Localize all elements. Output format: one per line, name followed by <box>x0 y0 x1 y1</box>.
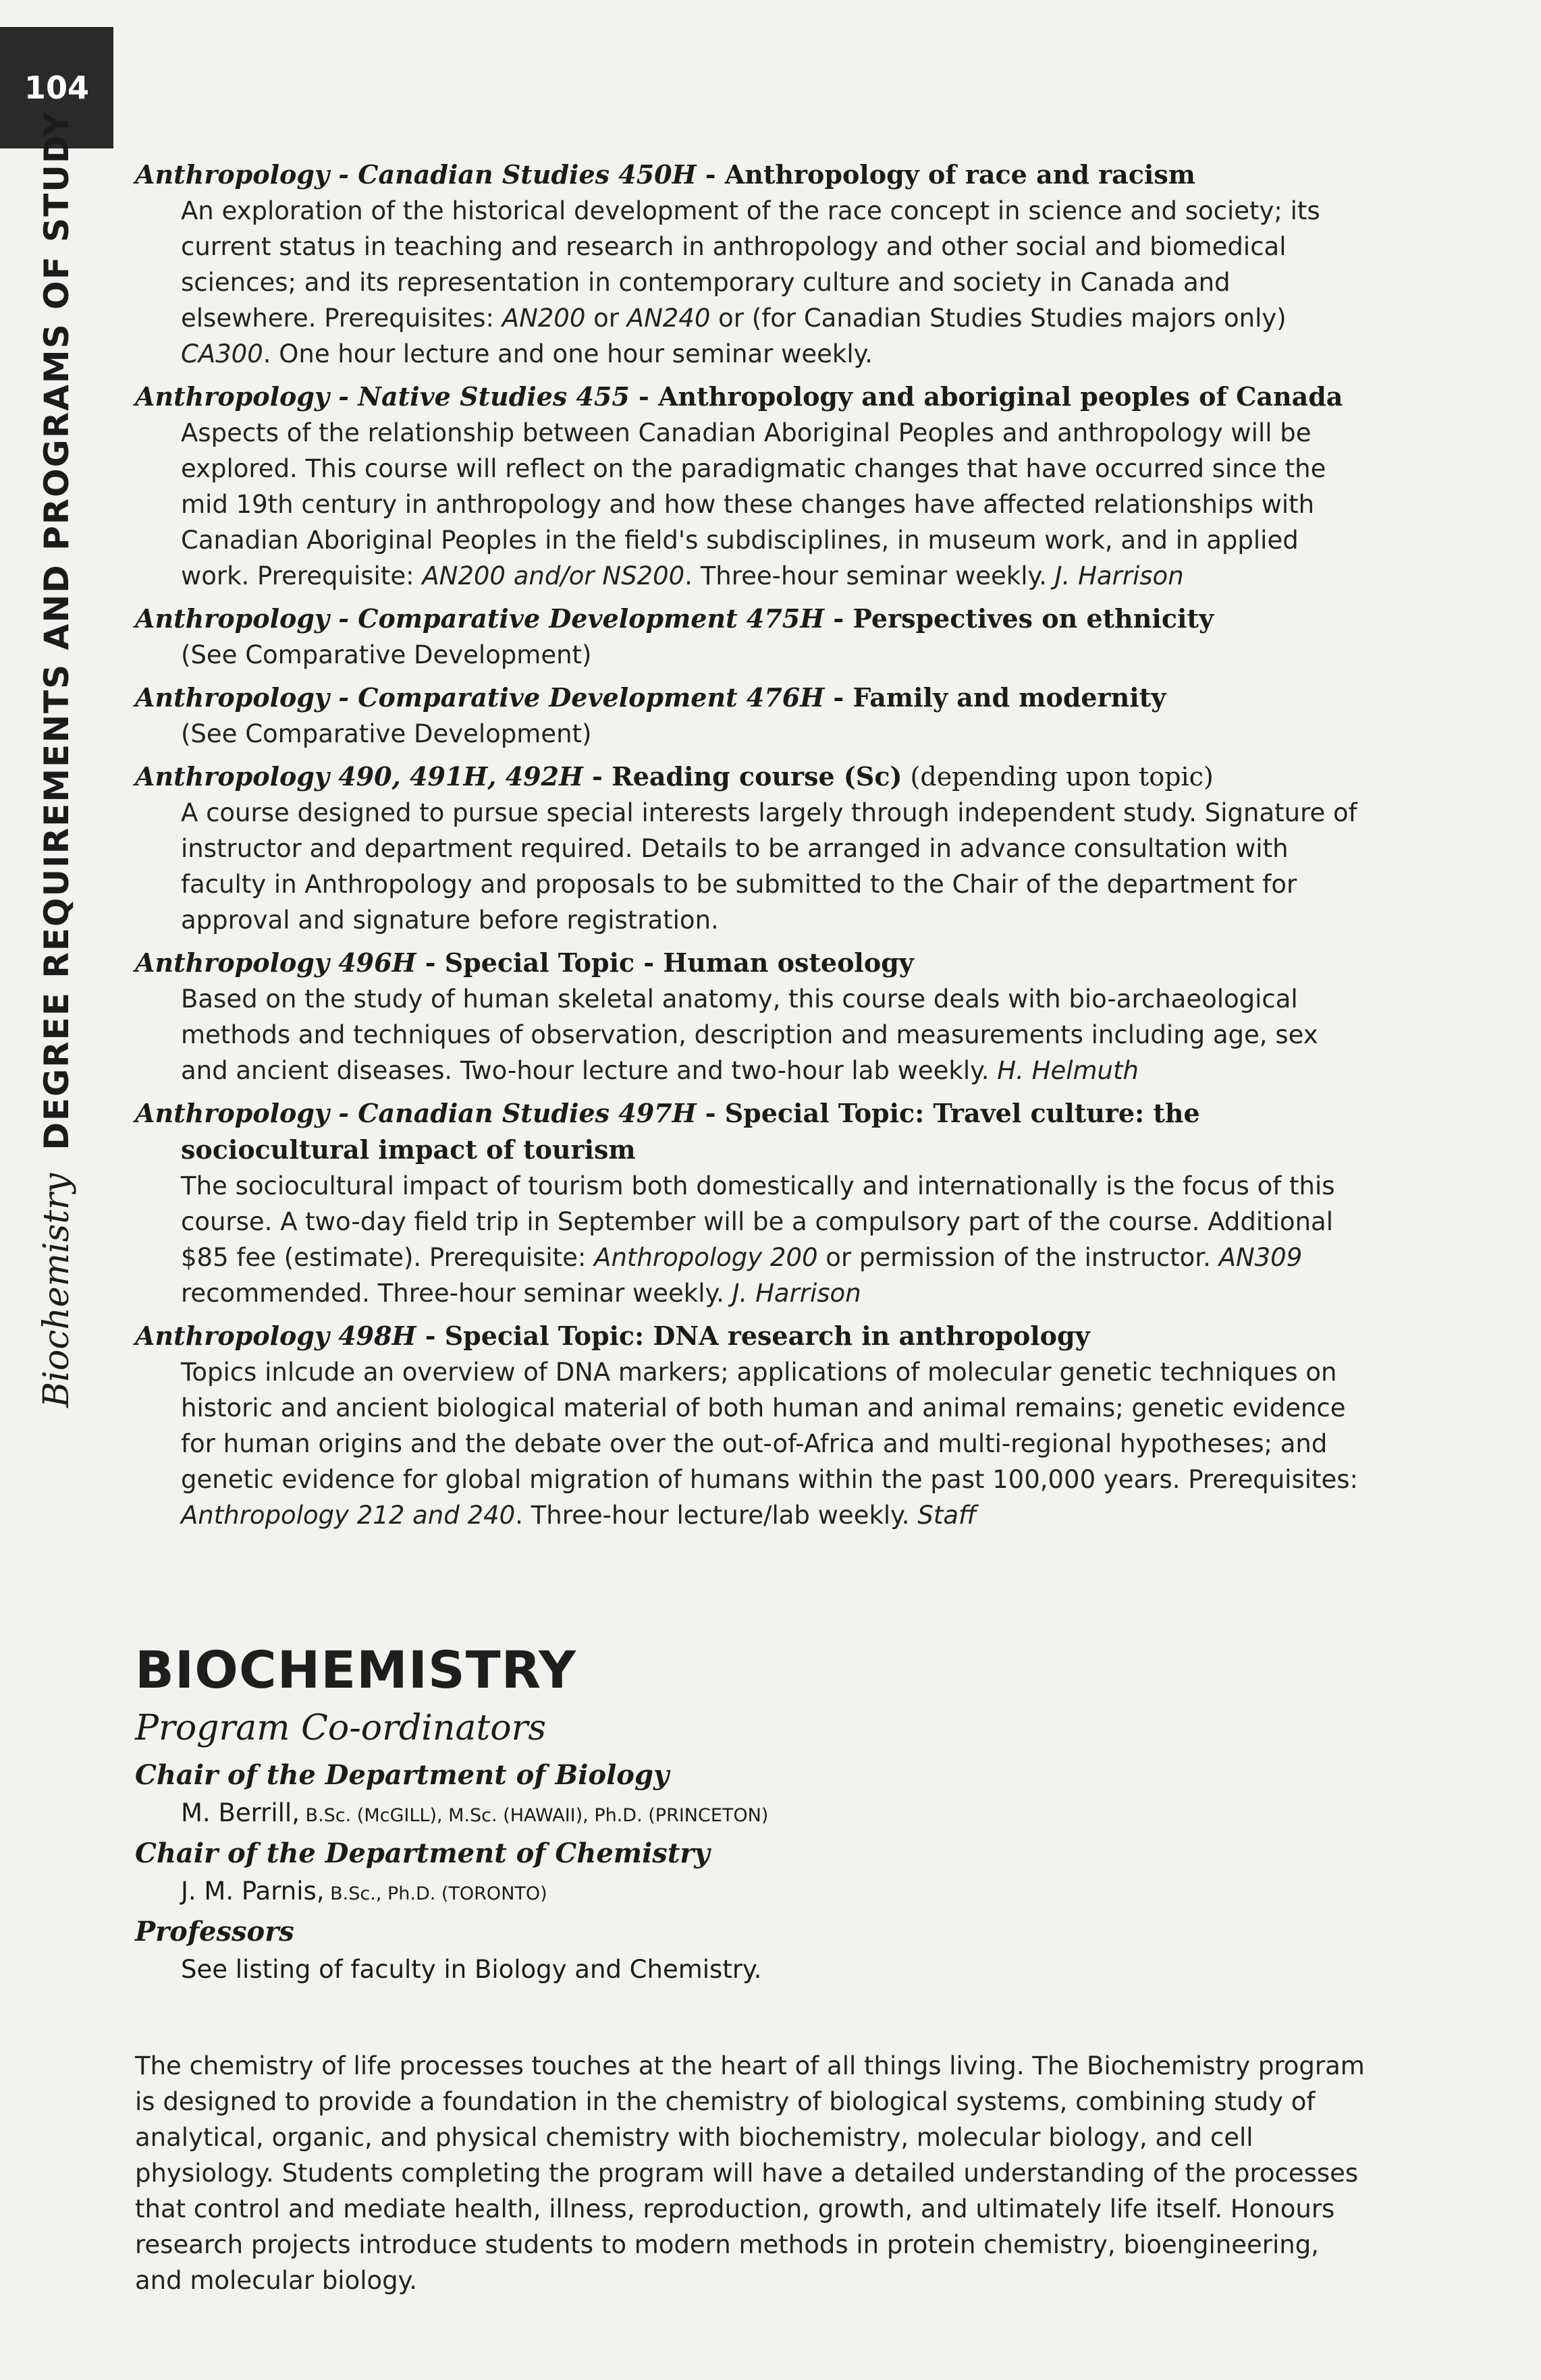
coordinators-heading: Program Co-ordinators <box>135 1708 547 1748</box>
course-code: Anthropology 490, 491H, 492H <box>135 761 583 792</box>
course-heading: Anthropology - Comparative Development 475H - Perspectives on ethnicity <box>135 603 1214 634</box>
course-heading: Anthropology 496H - Special Topic - Human osteology <box>135 947 914 978</box>
course-entry <box>135 379 1370 594</box>
person-name: M. Berrill, <box>181 1798 300 1827</box>
course-title: Special Topic: DNA research in anthropology <box>444 1321 1090 1351</box>
course-description: Aspects of the relationship between Canadian Aboriginal Peoples and anthropology will be explored. This course will reflect on the paradigmatic changes that have occurred since the mid 19th century in anthropology and how these changes have affected relationships with Canadian Aboriginal Peoples in the field's subdisciplines, in museum work, and in applied work. Prerequisite: AN200 and/or NS200. Three-hour seminar weekly. J. Harrison <box>181 418 1326 590</box>
person-entry <box>135 1951 1370 1991</box>
course-title: Perspectives on ethnicity <box>853 603 1214 634</box>
page-number-text: 104 <box>24 70 90 106</box>
course-heading: Anthropology - Native Studies 455 - Anthropology and aboriginal peoples of Canada <box>135 381 1343 412</box>
course-description: A course designed to pursue special interests largely through independent study. Signature of instructor and department required. Details to be arranged in advance consultation with faculty in Anthropology and proposals to be submitted to the Chair of the department for approval and signature before registration. <box>181 798 1357 935</box>
course-description: Based on the study of human skeletal anatomy, this course deals with bio-archaeological methods and techniques of observation, description and measurements including age, sex and ancient diseases. Two-hour lecture and two-hour lab weekly. H. Helmuth <box>181 985 1318 1085</box>
role-heading: Professors <box>135 1916 294 1947</box>
course-heading: Anthropology - Canadian Studies 497H - Special Topic: Travel culture: the sociocultural impact of tourism <box>135 1098 1200 1165</box>
course-list <box>135 157 1370 1540</box>
course-entry <box>135 1318 1370 1533</box>
instructor-name: Staff <box>917 1501 977 1530</box>
course-description: An exploration of the historical development of the race concept in science and society; its current status in teaching and research in anthropology and other social and biomedical sciences; and its representation in contemporary culture and society in Canada and elsewhere. Prerequisites: AN200 or AN240 or (for Canadian Studies Studies majors only) CA300. One hour lecture and one hour seminar weekly. <box>181 196 1320 368</box>
role-heading: Chair of the Department of Chemistry <box>135 1837 710 1869</box>
course-code: Anthropology 498H <box>135 1321 416 1351</box>
person-entry <box>135 1794 1370 1835</box>
course-title: Special Topic - Human osteology <box>444 947 914 978</box>
course-heading: Anthropology 490, 491H, 492H - Reading course (Sc) (depending upon topic) <box>135 761 1214 792</box>
course-code: Anthropology 496H <box>135 947 416 978</box>
section-title: BIOCHEMISTRY <box>135 1640 576 1700</box>
course-heading: Anthropology - Canadian Studies 450H - Anthropology of race and racism <box>135 159 1195 190</box>
course-note: (depending upon topic) <box>902 762 1214 792</box>
person-credentials: B.Sc. (McGILL), M.Sc. (HAWAII), Ph.D. (PRINCETON) <box>299 1805 769 1826</box>
course-entry <box>135 758 1370 938</box>
side-section-name: Biochemistry <box>36 1173 77 1408</box>
program-intro: The chemistry of life processes touches at the heart of all things living. The Biochemistry program is designed to provide a foundation in the chemistry of biological systems, combining study of analytical, organic, and physical chemistry with biochemistry, molecular biology, and cell physiology. Students completing the program will have a detailed understanding of the processes that control and mediate health, illness, reproduction, growth, and ultimately life itself. Honours research projects introduce students to modern methods in protein chemistry, bioengineering, and molecular biology. <box>135 2051 1365 2295</box>
person-name: See listing of faculty in Biology and Chemistry. <box>181 1955 762 1984</box>
course-title: Reading course (Sc) <box>612 761 902 792</box>
course-title: Special Topic: Travel culture: the sociocultural impact of tourism <box>181 1098 1200 1165</box>
instructor-name: H. Helmuth <box>997 1056 1139 1085</box>
course-description: (See Comparative Development) <box>181 719 592 748</box>
role-heading: Chair of the Department of Biology <box>135 1759 670 1791</box>
course-heading: Anthropology - Comparative Development 476H - Family and modernity <box>135 682 1166 713</box>
instructor-name: J. Harrison <box>732 1279 861 1308</box>
course-entry <box>135 680 1370 752</box>
course-code: Anthropology - Comparative Development 475H <box>135 603 825 634</box>
course-entry <box>135 157 1370 372</box>
course-entry <box>135 1095 1370 1311</box>
person-entry <box>135 1873 1370 1913</box>
person-name: J. M. Parnis, <box>181 1877 325 1906</box>
course-title: Anthropology of race and racism <box>724 159 1195 190</box>
course-code: Anthropology - Native Studies 455 <box>135 381 630 412</box>
course-heading: Anthropology 498H - Special Topic: DNA research in anthropology <box>135 1321 1090 1351</box>
course-entry <box>135 601 1370 673</box>
course-description: The sociocultural impact of tourism both domestically and internationally is the focus of this course. A two-day field trip in September will be a compulsory part of the course. Additional $85 fee (estimate). Prerequisite: Anthropology 200 or permission of the instructor. AN309 recommended. Three-hour seminar weekly. J. Harrison <box>181 1171 1335 1308</box>
course-description: Topics inlcude an overview of DNA markers; applications of molecular genetic techniques on historic and ancient biological material of both human and animal remains; genetic evidence for human origins and the debate over the out-of-Africa and multi-regional hypotheses; and genetic evidence for global migration of humans within the past 100,000 years. Prerequisites: Anthropology 212 and 240. Three-hour lecture/lab weekly. Staff <box>181 1358 1359 1530</box>
course-code: Anthropology - Canadian Studies 450H <box>135 159 697 190</box>
course-title: Anthropology and aboriginal peoples of Canada <box>658 381 1343 412</box>
instructor-name: J. Harrison <box>1054 561 1184 590</box>
person-credentials: B.Sc., Ph.D. (TORONTO) <box>324 1883 547 1904</box>
course-code: Anthropology - Comparative Development 476H <box>135 682 825 713</box>
side-header <box>23 111 90 1408</box>
course-title: Family and modernity <box>853 682 1166 713</box>
biochemistry-section <box>135 1640 1370 2298</box>
side-section-title: DEGREE REQUIREMENTS AND PROGRAMS OF STUDY <box>37 111 76 1151</box>
course-entry <box>135 945 1370 1088</box>
course-description: (See Comparative Development) <box>181 640 592 669</box>
course-code: Anthropology - Canadian Studies 497H <box>135 1098 697 1128</box>
